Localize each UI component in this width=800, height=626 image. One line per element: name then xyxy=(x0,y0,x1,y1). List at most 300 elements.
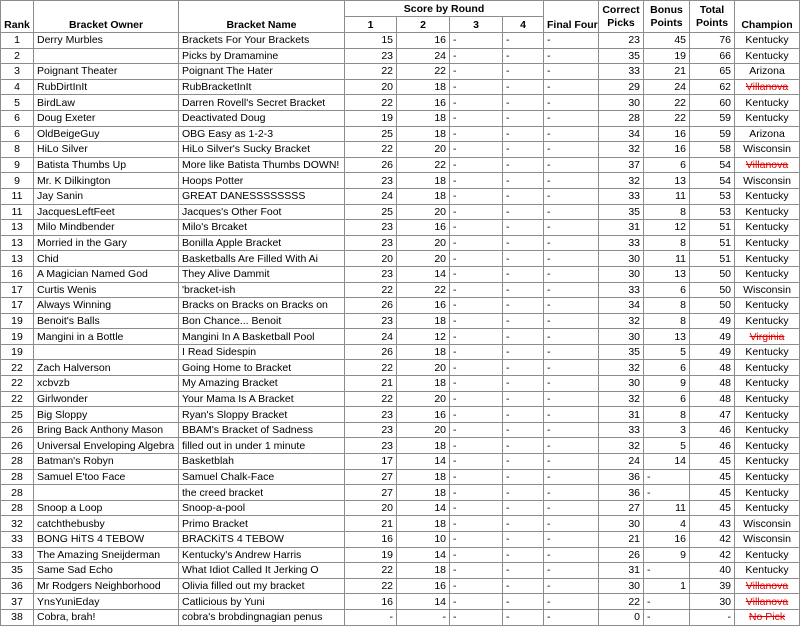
bracket-name-cell: Hoops Potter xyxy=(179,173,345,189)
round-3-score-cell: - xyxy=(450,532,503,548)
correct-picks-cell: 31 xyxy=(599,407,644,423)
final-four-score-cell: - xyxy=(544,95,599,111)
bonus-points-cell: 13 xyxy=(644,329,690,345)
final-four-score-cell: - xyxy=(544,110,599,126)
round-3-score-cell: - xyxy=(450,266,503,282)
owner-cell: Batman's Robyn xyxy=(34,454,179,470)
rank-cell: 28 xyxy=(1,454,34,470)
round-1-score-cell: 25 xyxy=(345,126,397,142)
final-four-score-cell: - xyxy=(544,220,599,236)
round-2-score-cell: 20 xyxy=(397,142,450,158)
table-row xyxy=(1,64,800,80)
owner-cell: Snoop a Loop xyxy=(34,500,179,516)
table-row xyxy=(1,500,800,516)
rank-cell: 17 xyxy=(1,298,34,314)
round-1-score-cell: 16 xyxy=(345,532,397,548)
bonus-points-cell: 45 xyxy=(644,33,690,49)
round-3-score-cell: - xyxy=(450,282,503,298)
bracket-name-cell: Basketblah xyxy=(179,454,345,470)
round-2-score-cell: 16 xyxy=(397,298,450,314)
total-points-cell: 53 xyxy=(690,188,735,204)
round-3-score-cell: - xyxy=(450,173,503,189)
round-2-score-cell: 18 xyxy=(397,313,450,329)
bracket-name-cell: More like Batista Thumbs DOWN! xyxy=(179,157,345,173)
round-4-score-cell: - xyxy=(503,188,544,204)
correct-picks-cell: 32 xyxy=(599,438,644,454)
bracket-name-cell: Picks by Dramamine xyxy=(179,48,345,64)
owner-cell: Mangini in a Bottle xyxy=(34,329,179,345)
round-1-score-cell: 23 xyxy=(345,48,397,64)
round-1-score-cell: 23 xyxy=(345,422,397,438)
total-points-cell: 48 xyxy=(690,360,735,376)
champion-cell: Kentucky xyxy=(735,235,800,251)
round-2-score-cell: 14 xyxy=(397,500,450,516)
rank-cell: 19 xyxy=(1,313,34,329)
correct-picks-cell: 33 xyxy=(599,422,644,438)
round-4-score-cell: - xyxy=(503,313,544,329)
table-row xyxy=(1,142,800,158)
total-points-cell: 62 xyxy=(690,79,735,95)
round-1-score-cell: 20 xyxy=(345,251,397,267)
total-points-cell: 51 xyxy=(690,251,735,267)
round-2-score-cell: 20 xyxy=(397,204,450,220)
round-4-score-cell: - xyxy=(503,33,544,49)
total-points-cell: 54 xyxy=(690,173,735,189)
champion-cell: Kentucky xyxy=(735,313,800,329)
champion-cell: Villanova xyxy=(735,594,800,610)
round-2-score-cell: 18 xyxy=(397,376,450,392)
total-points-cell: 50 xyxy=(690,282,735,298)
rank-cell: 25 xyxy=(1,407,34,423)
table-row xyxy=(1,220,800,236)
table-row xyxy=(1,360,800,376)
bonus-points-cell: - xyxy=(644,563,690,579)
round-3-score-cell: - xyxy=(450,516,503,532)
round-3-score-cell: - xyxy=(450,235,503,251)
table-row xyxy=(1,547,800,563)
round-1-score-cell: 23 xyxy=(345,313,397,329)
bracket-name-cell: Olivia filled out my bracket xyxy=(179,578,345,594)
round-1-score-cell: 26 xyxy=(345,157,397,173)
round-2-score-cell: 10 xyxy=(397,532,450,548)
round-4-score-cell: - xyxy=(503,235,544,251)
table-row xyxy=(1,298,800,314)
bonus-points-header: Bonus Points xyxy=(644,1,690,33)
bracket-name-cell: RubBracketInIt xyxy=(179,79,345,95)
total-points-cell: 46 xyxy=(690,422,735,438)
table-row xyxy=(1,251,800,267)
round-4-score-cell: - xyxy=(503,282,544,298)
bonus-points-cell: - xyxy=(644,485,690,501)
round-3-score-cell: - xyxy=(450,594,503,610)
correct-picks-cell: 36 xyxy=(599,469,644,485)
champion-cell: Arizona xyxy=(735,64,800,80)
correct-picks-cell: 30 xyxy=(599,251,644,267)
round-4-score-cell: - xyxy=(503,454,544,470)
rank-cell: 3 xyxy=(1,64,34,80)
bonus-points-cell: 16 xyxy=(644,126,690,142)
bracket-name-cell: Primo Bracket xyxy=(179,516,345,532)
bracket-name-cell: GREAT DANESSSSSSSS xyxy=(179,188,345,204)
owner-cell: Zach Halverson xyxy=(34,360,179,376)
total-points-cell: 42 xyxy=(690,547,735,563)
bonus-points-cell: 6 xyxy=(644,157,690,173)
table-row xyxy=(1,329,800,345)
round-1-score-cell: 26 xyxy=(345,298,397,314)
champion-cell: Villanova xyxy=(735,157,800,173)
table-row xyxy=(1,516,800,532)
rank-cell: 32 xyxy=(1,516,34,532)
champion-cell: Kentucky xyxy=(735,266,800,282)
bracket-name-cell: Brackets For Your Brackets xyxy=(179,33,345,49)
correct-picks-cell: 33 xyxy=(599,235,644,251)
total-points-cell: 58 xyxy=(690,142,735,158)
rank-cell: 5 xyxy=(1,95,34,111)
final-four-score-cell: - xyxy=(544,578,599,594)
table-row xyxy=(1,110,800,126)
round-4-score-cell: - xyxy=(503,594,544,610)
round-4-score-cell: - xyxy=(503,79,544,95)
table-row xyxy=(1,33,800,49)
bracket-name-cell: What Idiot Called It Jerking O xyxy=(179,563,345,579)
owner-cell: Samuel E'too Face xyxy=(34,469,179,485)
table-row xyxy=(1,188,800,204)
round-1-score-cell: 22 xyxy=(345,391,397,407)
rank-cell: 16 xyxy=(1,266,34,282)
round-4-score-cell: - xyxy=(503,298,544,314)
round-3-score-cell: - xyxy=(450,251,503,267)
round-1-score-cell: 23 xyxy=(345,235,397,251)
round-3-score-cell: - xyxy=(450,407,503,423)
bracket-name-cell: I Read Sidespin xyxy=(179,344,345,360)
final-four-score-cell: - xyxy=(544,547,599,563)
rank-cell: 19 xyxy=(1,344,34,360)
round-1-score-cell: 20 xyxy=(345,500,397,516)
correct-picks-cell: 28 xyxy=(599,110,644,126)
round-1-score-cell: 23 xyxy=(345,220,397,236)
round-4-score-cell: - xyxy=(503,516,544,532)
bonus-points-cell: 9 xyxy=(644,376,690,392)
total-points-cell: 59 xyxy=(690,110,735,126)
owner-cell: Derry Murbles xyxy=(34,33,179,49)
round-1-score-cell: 22 xyxy=(345,95,397,111)
owner-cell: Always Winning xyxy=(34,298,179,314)
bonus-points-cell: 5 xyxy=(644,344,690,360)
round-3-score-cell: - xyxy=(450,157,503,173)
final-four-score-cell: - xyxy=(544,48,599,64)
round-4-score-cell: - xyxy=(503,578,544,594)
correct-picks-cell: 35 xyxy=(599,48,644,64)
round-1-header: 1 xyxy=(345,17,397,33)
champion-cell: Kentucky xyxy=(735,469,800,485)
final-four-score-cell: - xyxy=(544,609,599,625)
round-3-score-cell: - xyxy=(450,298,503,314)
bonus-points-cell: 13 xyxy=(644,173,690,189)
champion-cell: Virginia xyxy=(735,329,800,345)
owner-header: Bracket Owner xyxy=(34,1,179,33)
bonus-points-cell: 8 xyxy=(644,204,690,220)
correct-picks-cell: 34 xyxy=(599,298,644,314)
correct-picks-cell: 37 xyxy=(599,157,644,173)
final-four-score-cell: - xyxy=(544,33,599,49)
round-4-score-cell: - xyxy=(503,609,544,625)
champion-cell: Villanova xyxy=(735,79,800,95)
table-row xyxy=(1,532,800,548)
correct-picks-cell: 30 xyxy=(599,376,644,392)
bonus-points-cell: 19 xyxy=(644,48,690,64)
round-3-score-cell: - xyxy=(450,609,503,625)
owner-cell: xcbvzb xyxy=(34,376,179,392)
correct-picks-cell: 27 xyxy=(599,500,644,516)
round-3-score-cell: - xyxy=(450,329,503,345)
bonus-points-cell: 5 xyxy=(644,438,690,454)
champion-cell: Wisconsin xyxy=(735,173,800,189)
final-four-score-cell: - xyxy=(544,79,599,95)
round-4-score-cell: - xyxy=(503,64,544,80)
bonus-points-cell: 22 xyxy=(644,110,690,126)
rank-cell: 22 xyxy=(1,391,34,407)
rank-cell: 36 xyxy=(1,578,34,594)
bracket-name-cell: Catlicious by Yuni xyxy=(179,594,345,610)
round-2-score-cell: 14 xyxy=(397,266,450,282)
bracket-name-cell: They Alive Dammit xyxy=(179,266,345,282)
round-4-score-cell: - xyxy=(503,157,544,173)
round-2-score-cell: 18 xyxy=(397,79,450,95)
owner-cell: Mr. K Dilkington xyxy=(34,173,179,189)
round-2-score-cell: 16 xyxy=(397,220,450,236)
round-4-score-cell: - xyxy=(503,532,544,548)
final-four-header: Final Four xyxy=(544,1,599,33)
bracket-name-header: Bracket Name xyxy=(179,1,345,33)
round-1-score-cell: 21 xyxy=(345,516,397,532)
round-3-score-cell: - xyxy=(450,344,503,360)
bracket-name-cell: Darren Rovell's Secret Bracket xyxy=(179,95,345,111)
round-3-score-cell: - xyxy=(450,48,503,64)
bonus-points-cell: 8 xyxy=(644,298,690,314)
rank-cell: 35 xyxy=(1,563,34,579)
round-4-score-cell: - xyxy=(503,469,544,485)
owner-cell: RubDirtInIt xyxy=(34,79,179,95)
correct-picks-cell: 29 xyxy=(599,79,644,95)
bracket-name-cell: Bon Chance... Benoit xyxy=(179,313,345,329)
table-row xyxy=(1,173,800,189)
bracket-name-cell: Deactivated Doug xyxy=(179,110,345,126)
champion-cell: Kentucky xyxy=(735,48,800,64)
round-1-score-cell: 24 xyxy=(345,188,397,204)
total-points-cell: 45 xyxy=(690,485,735,501)
round-4-score-cell: - xyxy=(503,110,544,126)
final-four-score-cell: - xyxy=(544,188,599,204)
table-row xyxy=(1,204,800,220)
table-row xyxy=(1,313,800,329)
rank-cell: 28 xyxy=(1,500,34,516)
final-four-score-cell: - xyxy=(544,329,599,345)
bracket-name-cell: BRACKiTS 4 TEBOW xyxy=(179,532,345,548)
round-2-score-cell: 20 xyxy=(397,422,450,438)
bonus-points-cell: 14 xyxy=(644,454,690,470)
total-points-cell: 51 xyxy=(690,235,735,251)
round-3-score-cell: - xyxy=(450,188,503,204)
round-4-score-cell: - xyxy=(503,360,544,376)
table-row xyxy=(1,235,800,251)
champion-cell: Kentucky xyxy=(735,563,800,579)
round-3-score-cell: - xyxy=(450,438,503,454)
bonus-points-cell: 21 xyxy=(644,64,690,80)
bonus-points-cell: 16 xyxy=(644,142,690,158)
final-four-score-cell: - xyxy=(544,376,599,392)
champion-cell: Kentucky xyxy=(735,438,800,454)
final-four-score-cell: - xyxy=(544,594,599,610)
round-2-score-cell: 18 xyxy=(397,485,450,501)
total-points-cell: 49 xyxy=(690,313,735,329)
round-1-score-cell: 23 xyxy=(345,438,397,454)
rank-cell: 17 xyxy=(1,282,34,298)
round-1-score-cell: 22 xyxy=(345,578,397,594)
bracket-name-cell: Poignant The Hater xyxy=(179,64,345,80)
rank-cell: 2 xyxy=(1,48,34,64)
rank-cell: 38 xyxy=(1,609,34,625)
round-1-score-cell: 22 xyxy=(345,282,397,298)
total-points-cell: 53 xyxy=(690,204,735,220)
owner-cell: Bring Back Anthony Mason xyxy=(34,422,179,438)
champion-cell: Kentucky xyxy=(735,360,800,376)
owner-cell: Chid xyxy=(34,251,179,267)
round-3-score-cell: - xyxy=(450,313,503,329)
round-1-score-cell: 17 xyxy=(345,454,397,470)
round-1-score-cell: 26 xyxy=(345,344,397,360)
bracket-name-cell: Basketballs Are Filled With Ai xyxy=(179,251,345,267)
round-3-score-cell: - xyxy=(450,33,503,49)
round-4-score-cell: - xyxy=(503,329,544,345)
round-1-score-cell: 23 xyxy=(345,407,397,423)
rank-cell: 11 xyxy=(1,188,34,204)
round-2-score-cell: 16 xyxy=(397,578,450,594)
bonus-points-cell: 6 xyxy=(644,282,690,298)
bonus-points-cell: 6 xyxy=(644,391,690,407)
correct-picks-cell: 31 xyxy=(599,220,644,236)
correct-picks-cell: 32 xyxy=(599,173,644,189)
total-points-cell: - xyxy=(690,609,735,625)
champion-cell: Kentucky xyxy=(735,500,800,516)
total-points-cell: 51 xyxy=(690,220,735,236)
champion-cell: Kentucky xyxy=(735,188,800,204)
bracket-name-cell: HiLo Silver's Sucky Bracket xyxy=(179,142,345,158)
round-1-score-cell: 19 xyxy=(345,110,397,126)
champion-cell: Kentucky xyxy=(735,251,800,267)
final-four-score-cell: - xyxy=(544,157,599,173)
bracket-name-cell: Going Home to Bracket xyxy=(179,360,345,376)
champion-cell: Arizona xyxy=(735,126,800,142)
round-3-score-cell: - xyxy=(450,563,503,579)
round-2-score-cell: 20 xyxy=(397,391,450,407)
correct-picks-header: Correct Picks xyxy=(599,1,644,33)
round-3-score-cell: - xyxy=(450,376,503,392)
round-2-score-cell: 24 xyxy=(397,48,450,64)
bracket-name-cell: Kentucky's Andrew Harris xyxy=(179,547,345,563)
final-four-score-cell: - xyxy=(544,485,599,501)
owner-cell xyxy=(34,485,179,501)
bonus-points-cell: 1 xyxy=(644,578,690,594)
bracket-name-cell: OBG Easy as 1-2-3 xyxy=(179,126,345,142)
round-3-score-cell: - xyxy=(450,142,503,158)
rank-cell: 13 xyxy=(1,251,34,267)
total-points-cell: 54 xyxy=(690,157,735,173)
final-four-score-cell: - xyxy=(544,126,599,142)
total-points-cell: 45 xyxy=(690,454,735,470)
bracket-name-cell: Bracks on Bracks on Bracks on xyxy=(179,298,345,314)
round-4-score-cell: - xyxy=(503,500,544,516)
round-1-score-cell: 27 xyxy=(345,469,397,485)
bonus-points-cell: 6 xyxy=(644,360,690,376)
bonus-points-cell: 11 xyxy=(644,188,690,204)
correct-picks-cell: 30 xyxy=(599,266,644,282)
owner-cell: Cobra, brah! xyxy=(34,609,179,625)
bracket-name-cell: Samuel Chalk-Face xyxy=(179,469,345,485)
bonus-points-cell: 8 xyxy=(644,235,690,251)
bracket-name-cell: BBAM's Bracket of Sadness xyxy=(179,422,345,438)
correct-picks-cell: 26 xyxy=(599,547,644,563)
round-2-score-cell: 14 xyxy=(397,547,450,563)
total-points-cell: 65 xyxy=(690,64,735,80)
owner-cell: Universal Enveloping Algebra xyxy=(34,438,179,454)
total-points-cell: 39 xyxy=(690,578,735,594)
total-points-cell: 49 xyxy=(690,344,735,360)
correct-picks-cell: 33 xyxy=(599,188,644,204)
round-2-score-cell: 22 xyxy=(397,282,450,298)
champion-cell: Kentucky xyxy=(735,391,800,407)
round-2-score-cell: 18 xyxy=(397,110,450,126)
total-points-header: Total Points xyxy=(690,1,735,33)
owner-cell: OldBeigeGuy xyxy=(34,126,179,142)
table-row xyxy=(1,79,800,95)
champion-cell: Villanova xyxy=(735,578,800,594)
owner-cell xyxy=(34,344,179,360)
bracket-name-cell: Jacques's Other Foot xyxy=(179,204,345,220)
round-1-score-cell: 22 xyxy=(345,64,397,80)
correct-picks-cell: 35 xyxy=(599,344,644,360)
bracket-name-cell: 'bracket-ish xyxy=(179,282,345,298)
round-4-score-cell: - xyxy=(503,251,544,267)
bracket-name-cell: Your Mama Is A Bracket xyxy=(179,391,345,407)
owner-cell: YnsYuniEday xyxy=(34,594,179,610)
round-1-score-cell: 23 xyxy=(345,173,397,189)
owner-cell: Big Sloppy xyxy=(34,407,179,423)
total-points-cell: 43 xyxy=(690,516,735,532)
total-points-cell: 46 xyxy=(690,438,735,454)
round-4-score-cell: - xyxy=(503,266,544,282)
correct-picks-cell: 33 xyxy=(599,64,644,80)
bracket-name-cell: My Amazing Bracket xyxy=(179,376,345,392)
round-3-score-cell: - xyxy=(450,95,503,111)
final-four-score-cell: - xyxy=(544,454,599,470)
bonus-points-cell: 13 xyxy=(644,266,690,282)
correct-picks-cell: 30 xyxy=(599,329,644,345)
correct-picks-cell: 32 xyxy=(599,142,644,158)
round-3-score-cell: - xyxy=(450,547,503,563)
champion-cell: Kentucky xyxy=(735,485,800,501)
champion-cell: Wisconsin xyxy=(735,142,800,158)
total-points-cell: 48 xyxy=(690,391,735,407)
final-four-score-cell: - xyxy=(544,266,599,282)
round-2-header: 2 xyxy=(397,17,450,33)
table-row xyxy=(1,407,800,423)
round-4-score-cell: - xyxy=(503,547,544,563)
table-row xyxy=(1,485,800,501)
round-2-score-cell: 14 xyxy=(397,454,450,470)
owner-cell: A Magician Named God xyxy=(34,266,179,282)
final-four-score-cell: - xyxy=(544,391,599,407)
bonus-points-cell: - xyxy=(644,609,690,625)
